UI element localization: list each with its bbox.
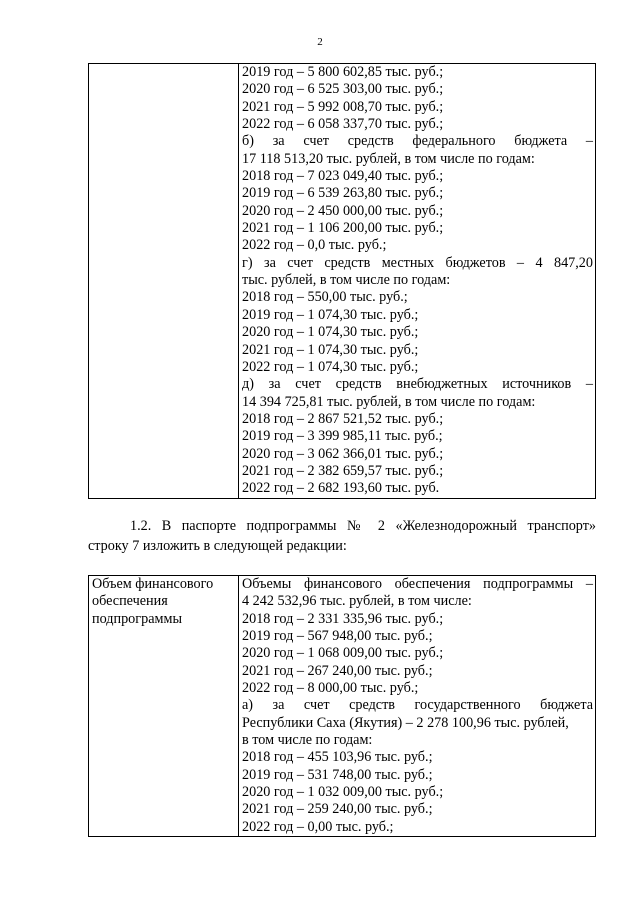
funding-line: 2021 год – 259 240,00 тыс. руб.;	[242, 801, 433, 818]
funding-line: 2020 год – 6 525 303,00 тыс. руб.;	[242, 81, 444, 98]
funding-line: 2022 год – 6 058 337,70 тыс. руб.;	[242, 116, 444, 133]
funding-line: г) за счет средств местных бюджетов – 4 847,20	[242, 254, 593, 271]
funding-line: Республики Саха (Якутия) – 2 278 100,96 тыс. рублей,	[242, 714, 569, 731]
funding-line: 2020 год – 2 450 000,00 тыс. руб.;	[242, 202, 444, 219]
paragraph-line: строку 7 изложить в следующей редакции:	[88, 538, 347, 554]
funding-line: 2019 год – 531 748,00 тыс. руб.;	[242, 766, 433, 783]
funding-line: 2019 год – 3 399 985,11 тыс. руб.;	[242, 428, 443, 445]
funding-line: 2022 год – 8 000,00 тыс. руб.;	[242, 680, 419, 697]
funding-line: 2022 год – 2 682 193,60 тыс. руб.	[242, 480, 440, 497]
funding-line: 2019 год – 567 948,00 тыс. руб.;	[242, 628, 433, 645]
funding-line: 2022 год – 0,00 тыс. руб.;	[242, 818, 394, 835]
funding-line: 2018 год – 2 867 521,52 тыс. руб.;	[242, 410, 444, 427]
funding-line: б) за счет средств федерального бюджета –	[242, 133, 593, 150]
funding-line: 2021 год – 5 992 008,70 тыс. руб.;	[242, 98, 444, 115]
funding-line: 2018 год – 455 103,96 тыс. руб.;	[242, 749, 433, 766]
funding-line: 2018 год – 550,00 тыс. руб.;	[242, 289, 408, 306]
funding-line: 2022 год – 1 074,30 тыс. руб.;	[242, 358, 419, 375]
funding-line: в том числе по годам:	[242, 732, 373, 749]
row-label-line: обеспечения	[92, 593, 168, 610]
funding-line: 2020 год – 1 068 009,00 тыс. руб.;	[242, 645, 444, 662]
funding-line: а) за счет средств государственного бюджета	[242, 697, 593, 714]
funding-line: 2021 год – 1 074,30 тыс. руб.;	[242, 341, 419, 358]
funding-line: 2021 год – 267 240,00 тыс. руб.;	[242, 662, 433, 679]
funding-line: 2019 год – 1 074,30 тыс. руб.;	[242, 306, 419, 323]
funding-line: 2020 год – 1 074,30 тыс. руб.;	[242, 324, 419, 341]
funding-line: 2018 год – 2 331 335,96 тыс. руб.;	[242, 610, 444, 627]
table-row	[89, 576, 596, 837]
funding-line: 2018 год – 7 023 049,40 тыс. руб.;	[242, 168, 444, 185]
funding-line: 2021 год – 1 106 200,00 тыс. руб.;	[242, 220, 444, 237]
funding-line: 4 242 532,96 тыс. рублей, в том числе:	[242, 593, 472, 610]
table-left-cell	[89, 64, 239, 499]
subprogram-funding-table	[88, 575, 596, 837]
funding-line: 2019 год – 6 539 263,80 тыс. руб.;	[242, 185, 444, 202]
funding-line: 2020 год – 1 032 009,00 тыс. руб.;	[242, 784, 444, 801]
amendment-paragraph	[88, 516, 596, 556]
row-label-line: подпрограммы	[92, 610, 182, 627]
table-right-cell	[239, 64, 596, 499]
funding-line: 2020 год – 3 062 366,01 тыс. руб.;	[242, 445, 444, 462]
funding-line: 17 118 513,20 тыс. рублей, в том числе по годам:	[242, 150, 535, 167]
funding-line: д) за счет средств внебюджетных источников –	[242, 376, 593, 393]
funding-line: 2019 год – 5 800 602,85 тыс. руб.;	[242, 64, 444, 80]
funding-line: Объемы финансового обеспечения подпрограммы –	[242, 576, 593, 592]
funding-line: 2022 год – 0,0 тыс. руб.;	[242, 237, 387, 254]
funding-table-continued	[88, 63, 596, 499]
page-number: 2	[317, 36, 323, 48]
table-row	[89, 64, 596, 499]
funding-line: 14 394 725,81 тыс. рублей, в том числе по годам:	[242, 393, 536, 410]
table-right-cell	[239, 576, 596, 837]
row-label-line: Объем финансового	[92, 576, 214, 592]
funding-line: 2021 год – 2 382 659,57 тыс. руб.;	[242, 462, 444, 479]
funding-line: тыс. рублей, в том числе по годам:	[242, 272, 451, 289]
paragraph-line: 1.2. В паспорте подпрограммы № 2 «Железнодорожный транспорт»	[130, 518, 596, 534]
table-left-cell	[89, 576, 239, 837]
